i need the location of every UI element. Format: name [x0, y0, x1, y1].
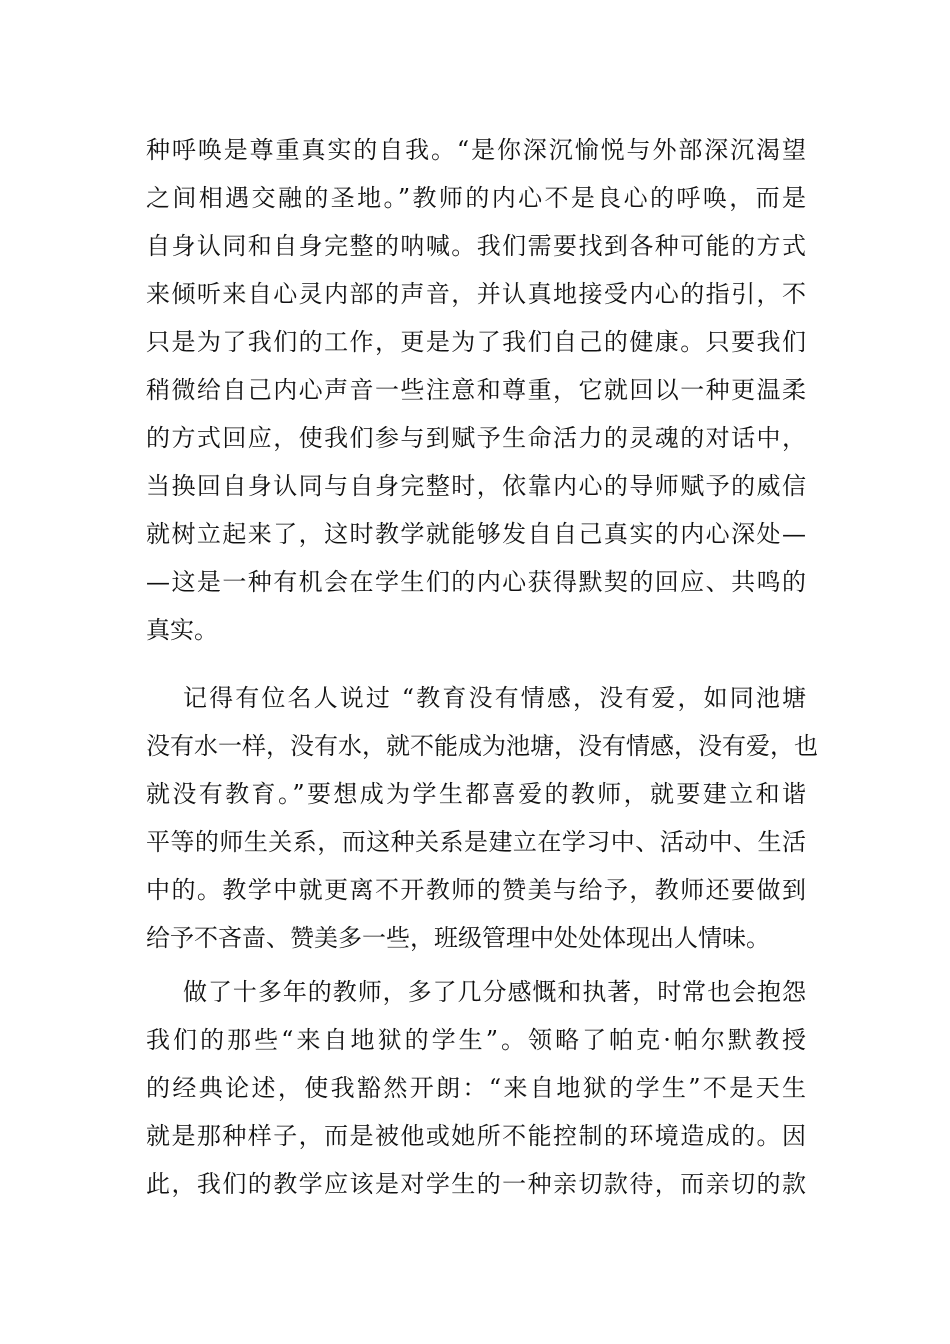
text-line: 的方式回应，使我们参与到赋予生命活力的灵魂的对话中， — [146, 424, 806, 452]
text-line: 就树立起来了，这时教学就能够发自自己真实的内心深处— — [146, 520, 806, 548]
text-line: —这是一种有机会在学生们的内心获得默契的回应、共鸣的 — [146, 568, 806, 596]
text-line: 当换回自身认同与自身完整时，依靠内心的导师赋予的威信 — [146, 472, 806, 500]
text-line: 此，我们的教学应该是对学生的一种亲切款待，而亲切的款 — [146, 1170, 806, 1198]
text-line: 平等的师生关系，而这种关系是建立在学习中、活动中、生活 — [146, 828, 806, 856]
text-line: 真实。 — [146, 616, 218, 644]
text-line: 来倾听来自心灵内部的声音，并认真地接受内心的指引，不 — [146, 280, 806, 308]
text-line: 的经典论述，使我豁然开朗：“来自地狱的学生”不是天生 — [146, 1074, 806, 1102]
text-line: 就没有教育。”要想成为学生都喜爱的教师，就要建立和谐 — [146, 780, 806, 808]
text-line: 稍微给自己内心声音一些注意和尊重，它就回以一种更温柔 — [146, 376, 806, 404]
text-line: 我们的那些“来自地狱的学生”。领略了帕克·帕尔默教授 — [146, 1026, 806, 1054]
text-line: 记得有位名人说过 “教育没有情感，没有爱，如同池塘 — [183, 684, 806, 712]
text-line: 给予不吝啬、赞美多一些，班级管理中处处体现出人情味。 — [146, 924, 770, 952]
text-line: 自身认同和自身完整的呐喊。我们需要找到各种可能的方式 — [146, 232, 806, 260]
text-line: 就是那种样子，而是被他或她所不能控制的环境造成的。因 — [146, 1122, 806, 1150]
text-line: 中的。教学中就更离不开教师的赞美与给予，教师还要做到 — [146, 876, 806, 904]
text-line: 没有水一样，没有水，就不能成为池塘，没有情感，没有爱，也 — [146, 732, 818, 760]
text-line: 做了十多年的教师，多了几分感慨和执著，时常也会抱怨 — [183, 978, 806, 1006]
text-line: 只是为了我们的工作，更是为了我们自己的健康。只要我们 — [146, 328, 806, 356]
text-line: 之间相遇交融的圣地。”教师的内心不是良心的呼唤，而是 — [146, 184, 806, 212]
text-line: 种呼唤是尊重真实的自我。“是你深沉愉悦与外部深沉渴望 — [146, 136, 806, 164]
